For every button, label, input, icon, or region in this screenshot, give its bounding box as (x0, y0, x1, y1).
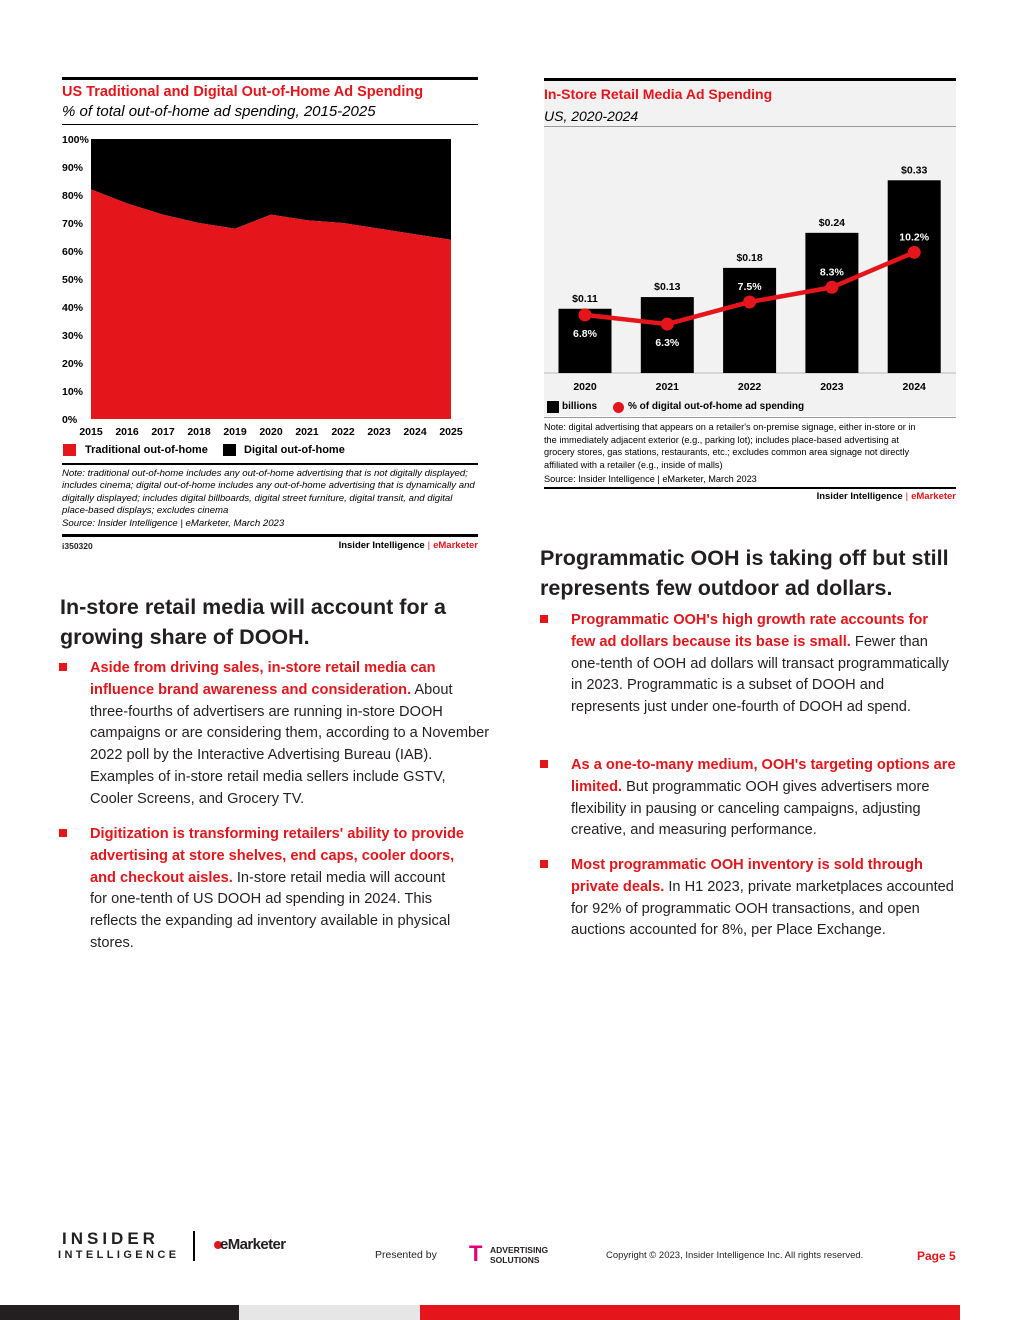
bar (805, 233, 858, 373)
chart2-note-rule (544, 417, 956, 418)
bullet-lead: Aside from driving sales, in-store retail media can influence brand awareness and consideration. (90, 660, 436, 698)
percent-label: 6.8% (573, 327, 597, 340)
logo-divider (193, 1231, 195, 1261)
partner-line2: SOLUTIONS (490, 1254, 540, 1265)
x-tick-label: 2015 (79, 426, 103, 438)
legend-traditional-swatch (63, 444, 76, 456)
legend-billions-swatch (547, 401, 559, 413)
bullet-lead: Digitization is transforming retailers' ability to provide advertising at store shelves, end caps, cooler doors, and checkout aisles. (90, 826, 465, 886)
brand-em: eMarketer (433, 540, 478, 551)
x-tick-label: 2018 (187, 426, 211, 438)
bullet-text (571, 610, 951, 719)
bullet-text (571, 755, 963, 842)
x-tick-label: 2021 (655, 381, 679, 393)
percent-label: 7.5% (737, 281, 762, 293)
emarketer-logo: eMarketer (220, 1236, 286, 1253)
chart2-sub-rule (544, 126, 956, 127)
y-tick-label: 60% (62, 246, 84, 258)
bullet-marker (540, 860, 548, 868)
chart2-source: Source: Insider Intelligence | eMarketer, March 2023 (544, 474, 757, 484)
legend-digital-label: Digital out-of-home (244, 444, 345, 456)
bar-value-label: $0.18 (736, 251, 763, 264)
chart1-plot (55, 125, 485, 465)
chart2-brand (817, 491, 956, 502)
right-heading: Programmatic OOH is taking off but still represents few outdoor ad dollars. (540, 546, 949, 600)
bar-value-label: $0.33 (901, 164, 928, 177)
y-tick-label: 0% (62, 414, 78, 426)
chart2-plot (544, 130, 956, 400)
partner-logo (490, 1246, 548, 1265)
bullet-text (90, 824, 465, 955)
percent-point (579, 308, 592, 321)
chart1-source: Source: Insider Intelligence | eMarketer, March 2023 (62, 518, 285, 529)
brand-ii: Insider Intelligence (816, 491, 903, 502)
footer-bar-dark (0, 1305, 239, 1320)
bullet-lead: Most programmatic OOH inventory is sold through private deals. (571, 857, 923, 895)
x-tick-label: 2022 (331, 426, 355, 438)
bullet-text (571, 855, 961, 942)
insider-logo-line1: INSIDER (62, 1229, 159, 1248)
x-tick-label: 2023 (820, 381, 844, 393)
chart1-brand (339, 540, 478, 551)
chart1-subtitle: % of total out-of-home ad spending, 2015-2025 (62, 103, 376, 120)
x-tick-label: 2017 (151, 426, 175, 438)
bullet-marker (540, 615, 548, 623)
chart1-note-rule (62, 463, 478, 465)
y-tick-label: 80% (62, 190, 84, 202)
page-number: Page 5 (917, 1249, 956, 1263)
legend-percent-swatch (612, 401, 625, 414)
chart2-bottom-rule (544, 487, 956, 489)
y-tick-label: 100% (62, 134, 89, 146)
x-tick-label: 2020 (259, 426, 283, 438)
footer-bar-red (420, 1305, 960, 1320)
presented-by: Presented by (375, 1249, 437, 1261)
bar (641, 297, 694, 373)
brand-em: eMarketer (911, 491, 956, 502)
x-tick-label: 2025 (439, 426, 463, 438)
chart1-id: i350320 (62, 541, 93, 551)
chart1-note: Note: traditional out-of-home includes any out-of-home advertising that is not digitally displayed; includes cinema; digital out-of-home includes any out-of-home advertising that is dynamically and digitally displayed; includes digital billboards, digital street furniture, digital transit, and digital place-based displays; excludes cinema (62, 468, 475, 517)
chart1-title: US Traditional and Digital Out-of-Home Ad Spending (62, 84, 424, 100)
left-heading: In-store retail media will account for a growing share of DOOH. (60, 595, 446, 649)
bar-value-label: $0.24 (818, 216, 846, 229)
y-tick-label: 10% (62, 386, 84, 398)
legend-traditional-label: Traditional out-of-home (85, 444, 208, 456)
bullet-body: In H1 2023, private marketplaces accounted for 92% of programmatic OOH transactions, and open auctions accounted for 8%, per Place Exchange. (571, 878, 954, 939)
x-tick-label: 2022 (737, 381, 762, 393)
brand-sep: | (905, 491, 909, 502)
x-tick-label: 2024 (902, 381, 926, 393)
legend-billions-label: billions (562, 401, 597, 412)
percent-point (743, 296, 756, 309)
footer-bar-light (239, 1305, 420, 1320)
percent-label: 6.3% (655, 337, 680, 350)
y-tick-label: 40% (62, 302, 84, 314)
bullet-body: But programmatic OOH gives advertisers more flexibility in pausing or canceling campaigns, adjusting creative, and measuring performance. (571, 778, 930, 839)
percent-point (825, 281, 838, 294)
x-tick-label: 2023 (367, 426, 391, 438)
x-tick-label: 2024 (403, 426, 427, 438)
bullet-body: About three-fourths of advertisers are running in-store DOOH campaigns or are considering them, according to a November 2022 poll by the Interactive Advertising Bureau (IAB). Examples of in-store retail media sellers include GSTV, Cooler Screens, and Grocery TV. (90, 681, 490, 807)
y-tick-label: 90% (62, 162, 84, 174)
bullet-lead: Programmatic OOH's high growth rate accounts for few ad dollars because its base is small. (571, 612, 929, 650)
percent-label: 10.2% (899, 231, 930, 244)
bullet-body: In-store retail media will account for one-tenth of US DOOH ad spending in 2024. This reflects the expanding ad inventory available in physical stores. (90, 869, 451, 951)
chart2-note: Note: digital advertising that appears on a retailer's on-premise signage, either in-store or in the immediately adjacent exterior (e.g., parking lot); includes place-based advertising at grocery stores, gas stations, restaurants, etc.; excludes common area signage not directly affiliated with a retailer (e.g., inside of malls) (544, 422, 916, 470)
x-tick-label: 2021 (295, 426, 319, 438)
y-tick-label: 20% (62, 358, 84, 370)
t-mobile-logo-icon: T (469, 1241, 483, 1266)
copyright: Copyright © 2023, Insider Intelligence Inc. All rights reserved. (606, 1250, 864, 1261)
chart1-top-rule (62, 77, 478, 80)
legend-percent-label: % of digital out-of-home ad spending (628, 401, 805, 412)
chart2-title: In-Store Retail Media Ad Spending (544, 86, 773, 102)
x-tick-label: 2019 (223, 426, 247, 438)
bullet-lead: As a one-to-many medium, OOH's targeting options are limited. (571, 757, 956, 795)
chart2-subtitle: US, 2020-2024 (544, 108, 639, 124)
bullet-marker (540, 760, 548, 768)
bar-value-label: $0.13 (654, 281, 681, 294)
x-tick-label: 2020 (573, 381, 597, 393)
y-tick-label: 70% (62, 218, 84, 230)
brand-sep: | (427, 540, 431, 551)
y-tick-label: 50% (62, 274, 84, 286)
bullet-body: Fewer than one-tenth of OOH ad dollars will transact programmatically in 2023. Programmatic is a subset of DOOH and represents just under one-fourth of DOOH ad spend. (571, 633, 949, 716)
bullet-text (90, 658, 490, 811)
partner-line1: ADVERTISING (490, 1245, 549, 1255)
bar-value-label: $0.11 (572, 292, 598, 305)
chart1-bottom-rule (62, 534, 478, 537)
bar (888, 180, 941, 373)
brand-ii: Insider Intelligence (338, 540, 425, 551)
y-tick-label: 30% (62, 330, 84, 342)
bullet-marker (59, 663, 67, 671)
legend-digital-swatch (223, 444, 236, 456)
percent-point (661, 318, 674, 331)
x-tick-label: 2016 (115, 426, 139, 438)
percent-label: 8.3% (819, 266, 844, 279)
insider-logo-line2: INTELLIGENCE (58, 1249, 180, 1261)
bullet-marker (59, 829, 67, 837)
percent-point (908, 246, 921, 259)
